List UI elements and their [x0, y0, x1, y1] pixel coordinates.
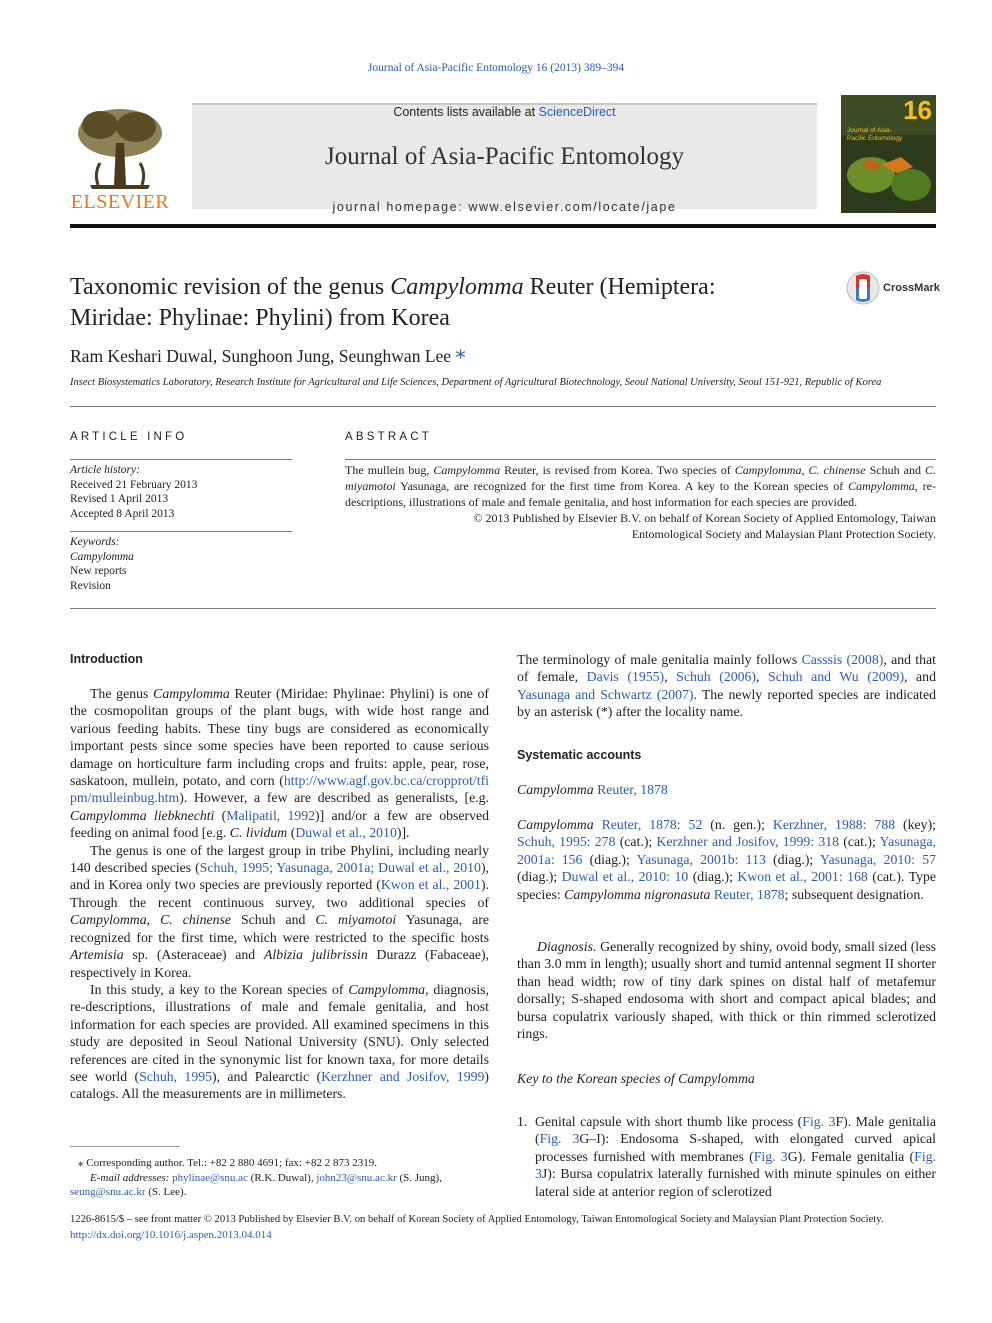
elsevier-wordmark: ELSEVIER — [70, 191, 170, 213]
email-link[interactable]: phylinae@snu.ac — [172, 1171, 248, 1184]
divider-top — [70, 406, 936, 407]
abstract-rule — [345, 459, 936, 460]
ref-link[interactable]: Yasunaga, 2010: 57 — [819, 851, 936, 867]
intro-paragraph-3: In this study, a key to the Korean species of Campylomma, diagnosis, re-descriptions, illustrations of male and female genitalia, and host information for each species are provided. All examined specimens in this study are deposited in Seoul National University (SNU). Only selected references are cited in the synonymic list for known taxa, for more details see world (Schuh, 1995), and Palearctic (Kerzhner and Josifov, 1999) catalogs. All the measurements are in millimeters. — [70, 981, 489, 1102]
divider-bottom — [70, 608, 936, 609]
keyword-item: New reports — [70, 565, 127, 577]
authors: Ram Keshari Duwal, Sunghoon Jung, Seunghwan Lee — [70, 346, 452, 366]
journal-banner — [192, 103, 817, 214]
received-date: Received 21 February 2013 — [70, 478, 198, 491]
figure-link[interactable]: Fig. 3 — [753, 1148, 788, 1164]
article-history — [70, 463, 292, 521]
ref-link[interactable]: Kerzhner and Josifov, 1999: 318 — [656, 834, 840, 850]
crossmark-icon — [846, 270, 880, 306]
title-genus: Campylomma — [390, 274, 524, 300]
contents-line — [192, 105, 817, 119]
terminology-paragraph: The terminology of male genitalia mainly follows Casssis (2008), and that of female, Davis (1955), Schuh (2006), Schuh and Wu (2009), and Yasunaga and Schwartz (2007). The newly reported species are indicated by an asterisk (*) after the locality name. — [517, 652, 937, 720]
footnote-rule — [70, 1146, 180, 1147]
key-number: 1. — [517, 1114, 528, 1129]
email-link[interactable]: seung@snu.ac.kr — [70, 1186, 146, 1198]
ref-link[interactable]: Reuter, 1878 — [597, 782, 668, 797]
journal-homepage[interactable]: journal homepage: www.elsevier.com/locate/jape — [332, 200, 677, 214]
journal-cover[interactable] — [841, 95, 936, 213]
key-heading: Key to the Korean species of Campylomma — [517, 1071, 755, 1086]
elsevier-logo[interactable] — [70, 103, 170, 215]
cover-title: Journal of Asia-Pacific Entomology — [847, 127, 903, 142]
abstract-text: The mullein bug, Campylomma Reuter, is revised from Korea. Two species of Campylomma, C. chinense Schuh and C. miyamotoi Yasunaga, are recognized for the first time from Korea. A key to the Korean species of Campylomma, re-descriptions, illustrations of male and female genitalia, and host information for each species are provided. — [345, 463, 936, 509]
ref-link[interactable]: Duwal et al., 2010: 10 — [561, 869, 689, 885]
ref-link[interactable]: Malipatil, 1992 — [226, 807, 316, 823]
crossmark-label: CrossMark — [883, 282, 940, 294]
email-note-2: seung@snu.ac.kr (S. Lee). — [70, 1186, 187, 1198]
revised-date: Revised 1 April 2013 — [70, 493, 169, 505]
introduction-heading: Introduction — [70, 652, 143, 666]
genus-line: Campylomma Reuter, 1878 — [517, 782, 668, 797]
history-label: Article history: — [70, 464, 140, 476]
article-info-heading: ARTICLE INFO — [70, 431, 188, 443]
email-link[interactable]: john23@snu.ac.kr — [316, 1171, 397, 1184]
article-title — [70, 272, 790, 334]
footnote — [70, 1156, 489, 1200]
ref-link[interactable]: Casssis (2008) — [801, 652, 884, 667]
masthead-rule — [70, 224, 936, 228]
contents-prefix: Contents lists available at — [393, 105, 539, 119]
title-line-2: Miridae: Phylinae: Phylini) from Korea — [70, 305, 450, 331]
ref-link[interactable]: Kwon et al., 2001: 168 — [737, 869, 868, 885]
intro-paragraph-2: The genus is one of the largest group in tribe Phylini, including nearly 140 described species (Schuh, 1995; Yasunaga, 2001a; Duwal et al., 2010), and in Korea only two species are previously reported (Kwon et al., 2001). Through the recent continuous survey, two additional species of Campylomma, C. chinense Schuh and C. miyamotoi Yasunaga, are recognized for the first time, which were restricted to the specific hosts Artemisia sp. (Asteraceae) and Albizia julibrissin Durazz (Fabaceae), respectively in Korea. — [70, 842, 490, 980]
figure-link[interactable]: Fig. 3 — [535, 1148, 936, 1182]
masthead — [70, 95, 936, 215]
doi-link[interactable]: http://dx.doi.org/10.1016/j.aspen.2013.04.014 — [70, 1229, 272, 1241]
title-text-a: Taxonomic revision of the genus — [70, 274, 391, 300]
key-couplet-1: 1. Genital capsule with short thumb like process (Fig. 3F). Male genitalia (Fig. 3G–I): Endosoma S-shaped, with elongated curved apical processes furnished with membranes (Fig. 3G). Female genitalia (Fig. 3J): Bursa copulatrix laterally furnished with minute spinules on either lateral side at anterior region of sclerotized — [517, 1114, 936, 1199]
ref-link[interactable]: Reuter, 1878: 52 — [601, 817, 703, 832]
cover-volume: 16 — [903, 95, 932, 125]
ref-link[interactable]: Yasunaga, 2001a: 156 — [517, 834, 936, 867]
article-info-rule — [70, 459, 292, 460]
ref-link[interactable]: Schuh and Wu (2009) — [768, 669, 905, 685]
ref-link[interactable]: Kerzhner and Josifov, 1999 — [321, 1068, 485, 1084]
keywords-rule — [70, 531, 292, 532]
ref-link[interactable]: Duwal et al., 2010 — [295, 825, 397, 841]
front-matter-line: 1226-8615/$ – see front matter © 2013 Published by Elsevier B.V. on behalf of Korean Society of Applied Entomology, Taiwan Entomological Society and Malaysian Plant Protection Society. — [70, 1214, 884, 1225]
journal-citation[interactable]: Journal of Asia-Pacific Entomology 16 (2013) 389–394 — [367, 62, 625, 74]
crossmark-badge[interactable] — [846, 270, 941, 306]
figure-link[interactable]: Fig. 3 — [802, 1114, 836, 1129]
ref-link[interactable]: Schuh (2006) — [676, 669, 757, 685]
sciencedirect-link[interactable]: ScienceDirect — [538, 105, 616, 119]
ref-link[interactable]: Davis (1955) — [586, 669, 665, 685]
title-text-b: Reuter (Hemiptera: — [523, 274, 716, 300]
ref-link[interactable]: Kerzhner, 1988: 788 — [772, 817, 896, 832]
keywords-label: Keywords: — [70, 536, 120, 548]
systematic-accounts-heading: Systematic accounts — [517, 748, 642, 762]
ref-link[interactable]: Kwon et al., 2001 — [380, 877, 481, 893]
corresponding-author-link[interactable]: ⁎ — [455, 341, 466, 363]
affiliation: Insect Biosystematics Laboratory, Research Institute for Agricultural and Life Sciences, Department of Agricultural Biotechnology, Seoul National University, Seoul 151-921, Republic of Korea — [70, 377, 882, 388]
ref-link[interactable]: Reuter, 1878 — [713, 886, 785, 902]
ref-link[interactable]: Yasunaga, 2001b: 113 — [636, 851, 766, 867]
keyword-item: Campylomma — [70, 550, 134, 563]
keywords — [70, 535, 292, 593]
mulleinbug-url[interactable]: http://www.agf.gov.bc.ca/cropprot/tfipm/mulleinbug.htm — [70, 773, 489, 806]
abstract-body — [345, 462, 936, 542]
diagnosis-paragraph: Diagnosis. Generally recognized by shiny, ovoid body, small sized (less than 3.0 mm in length); usually short and tumid antennal segment II shorter than head width; row of tiny dark spines on distal half of metafemur dorsally; S-shaped endosoma with short and compact apical blades; and bursa copulatrix variously shaped, with thick or thin rimmed sclerotized rings. — [517, 939, 936, 1042]
ref-link[interactable]: Schuh, 1995 — [139, 1068, 213, 1084]
ref-link[interactable]: Yasunaga and Schwartz (2007) — [517, 686, 694, 702]
keyword-item: Revision — [70, 579, 111, 592]
abstract-copyright: © 2013 Published by Elsevier B.V. on behalf of Korean Society of Applied Entomology, Taiwan Entomological Society and Malaysian Plant Protection Society. — [473, 511, 936, 541]
ref-link[interactable]: Schuh, 1995; Yasunaga, 2001a; Duwal et al., 2010 — [199, 860, 481, 876]
intro-paragraph-1: The genus Campylomma Reuter (Miridae: Phylinae: Phylini) is one of the cosmopolitan groups of the plant bugs, with wide host range and various feeding habits. These tiny bugs are considered as economically important pests since some species have been reported to cause serious damage on horticulture farm including crops and fruits: apple, pear, rose, saskatoon, mullein, potato, and corn (http://www.agf.gov.bc.ca/cropprot/tfipm/mulleinbug.htm). However, a few are described as generalists, [e.g. Campylomma liebknechti (Malipatil, 1992)] and/or a few are observed feeding on animal food [e.g. C. lividum (Duwal et al., 2010)]. — [70, 686, 490, 841]
figure-link[interactable]: Fig. 3 — [539, 1131, 580, 1147]
intro-column — [70, 685, 489, 1103]
synonymy-paragraph: Campylomma Reuter, 1878: 52 (n. gen.); Kerzhner, 1988: 788 (key); Schuh, 1995: 278 (cat.); Kerzhner and Josifov, 1999: 318 (cat.); Yasunaga, 2001a: 156 (diag.); Yasunaga, 2001b: 113 (diag.); Yasunaga, 2010: 57 (diag.); Duwal et al., 2010: 10 (diag.); Kwon et al., 2001: 168 (cat.). Type species: Campylomma nigronasuta Reuter, 1878; subsequent designation. — [517, 817, 936, 902]
email-note: E-mail addresses: phylinae@snu.ac (R.K. Duwal), john23@snu.ac.kr (S. Jung), — [90, 1171, 442, 1184]
corresponding-note: ⁎ Corresponding author. Tel.: +82 2 880 4691; fax: +82 2 873 2319. — [78, 1157, 377, 1169]
journal-title: Journal of Asia-Pacific Entomology — [325, 143, 684, 170]
abstract-heading: ABSTRACT — [345, 431, 432, 443]
accepted-date: Accepted 8 April 2013 — [70, 507, 175, 520]
ref-link[interactable]: Schuh, 1995: 278 — [517, 834, 616, 850]
author-list — [70, 343, 465, 368]
